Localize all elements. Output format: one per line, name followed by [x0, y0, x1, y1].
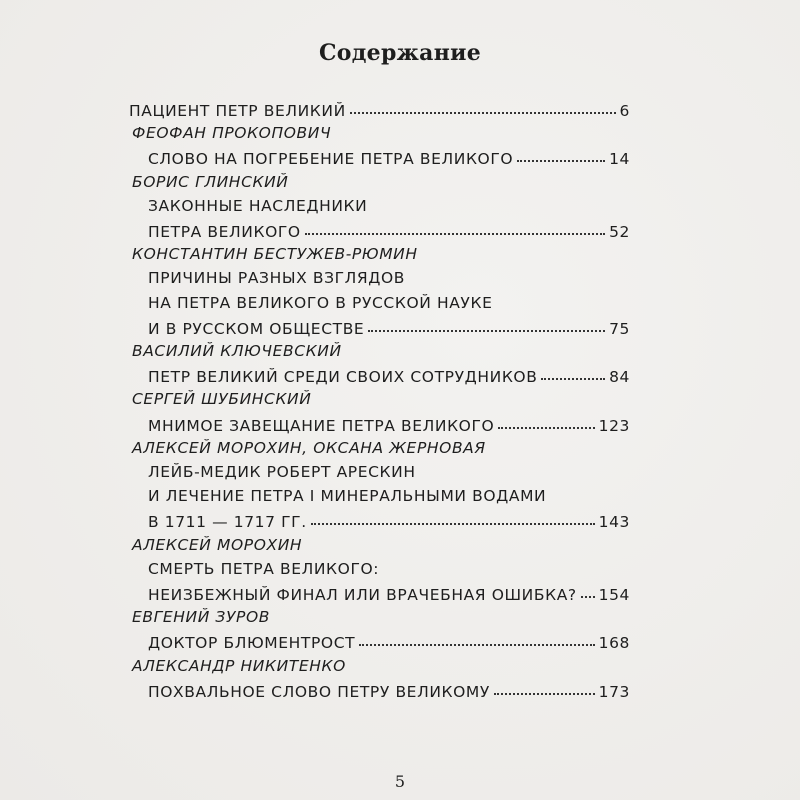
toc-author: АЛЕКСЕЙ МОРОХИН [132, 535, 303, 554]
toc-entry-title: МНИМОЕ ЗАВЕЩАНИЕ ПЕТРА ВЕЛИКОГО [148, 416, 495, 435]
toc-entry-title: НЕИЗБЕЖНЫЙ ФИНАЛ ИЛИ ВРАЧЕБНАЯ ОШИБКА? [148, 586, 577, 604]
dot-leader [368, 312, 605, 332]
toc-entry-title: СЛОВО НА ПОГРЕБЕНИЕ ПЕТРА ВЕЛИКОГО [148, 150, 514, 169]
toc-author: БОРИС ГЛИНСКИЙ [132, 172, 289, 191]
dot-leader [494, 675, 595, 695]
toc-title-line: ПРИЧИНЫ РАЗНЫХ ВЗГЛЯДОВ [148, 269, 406, 288]
toc-entry-title: В 1711 — 1717 ГГ. [148, 513, 307, 532]
dot-leader [350, 94, 616, 114]
toc-entry[interactable] [0, 628, 800, 654]
dot-leader [311, 505, 595, 525]
toc-entry-page: 143 [598, 513, 630, 532]
toc-entry-title: И В РУССКОМ ОБЩЕСТВЕ [148, 319, 365, 338]
toc-author: ЕВГЕНИЙ ЗУРОВ [132, 608, 270, 627]
toc-entry-page: 14 [609, 150, 630, 169]
toc-title-line: И ЛЕЧЕНИЕ ПЕТРА I МИНЕРАЛЬНЫМИ ВОДАМИ [148, 487, 547, 506]
toc-entry-page: 84 [609, 368, 630, 387]
toc-entry-title: ПАЦИЕНТ ПЕТР ВЕЛИКИЙ [129, 102, 346, 120]
toc-author: АЛЕКСЕЙ МОРОХИН, ОКСАНА ЖЕРНОВАЯ [132, 438, 486, 457]
toc-entry-page: 154 [598, 586, 630, 604]
toc-author: ФЕОФАН ПРОКОПОВИЧ [132, 124, 332, 143]
toc-entry[interactable] [0, 144, 800, 170]
toc-entry-page: 168 [598, 634, 630, 653]
toc-title: Содержание [318, 40, 482, 66]
toc-author: АЛЕКСАНДР НИКИТЕНКО [132, 656, 346, 675]
toc-title-line: ЗАКОННЫЕ НАСЛЕДНИКИ [148, 196, 368, 215]
toc-title-line: ЛЕЙБ-МЕДИК РОБЕРТ АРЕСКИН [148, 463, 416, 481]
toc-entry[interactable] [0, 314, 800, 340]
dot-leader [517, 142, 605, 162]
toc-entry-title: ПЕТРА ВЕЛИКОГО [148, 223, 301, 241]
toc-title-line: СМЕРТЬ ПЕТРА ВЕЛИКОГО: [148, 559, 380, 578]
toc-entry[interactable] [0, 411, 800, 437]
toc-title-line: НА ПЕТРА ВЕЛИКОГО В РУССКОЙ НАУКЕ [148, 293, 493, 312]
toc-entry[interactable] [0, 96, 800, 122]
toc-entry[interactable] [0, 580, 800, 606]
toc-entry-page: 6 [619, 102, 630, 120]
toc-entry[interactable] [0, 217, 800, 243]
page-number: 5 [394, 772, 406, 791]
dot-leader [359, 626, 594, 646]
toc-entry-title: ПОХВАЛЬНОЕ СЛОВО ПЕТРУ ВЕЛИКОМУ [148, 682, 490, 701]
dot-leader [305, 215, 605, 235]
toc-entry-title: ПЕТР ВЕЛИКИЙ СРЕДИ СВОИХ СОТРУДНИКОВ [148, 368, 538, 387]
toc-author: ВАСИЛИЙ КЛЮЧЕВСКИЙ [132, 342, 342, 360]
toc-entry[interactable] [0, 507, 800, 533]
toc-entry-page: 75 [609, 319, 630, 338]
dot-leader [498, 409, 594, 429]
toc-entry-page: 173 [598, 682, 630, 701]
toc-entry-page: 52 [609, 223, 630, 241]
toc-entry[interactable] [0, 362, 800, 388]
toc-author: СЕРГЕЙ ШУБИНСКИЙ [132, 390, 312, 409]
toc-entry-page: 123 [598, 416, 630, 435]
toc-entry-title: ДОКТОР БЛЮМЕНТРОСТ [148, 634, 356, 653]
toc-author: КОНСТАНТИН БЕСТУЖЕВ-РЮМИН [132, 245, 418, 264]
toc-entry[interactable] [0, 677, 800, 703]
dot-leader [541, 360, 605, 380]
dot-leader [581, 578, 595, 598]
